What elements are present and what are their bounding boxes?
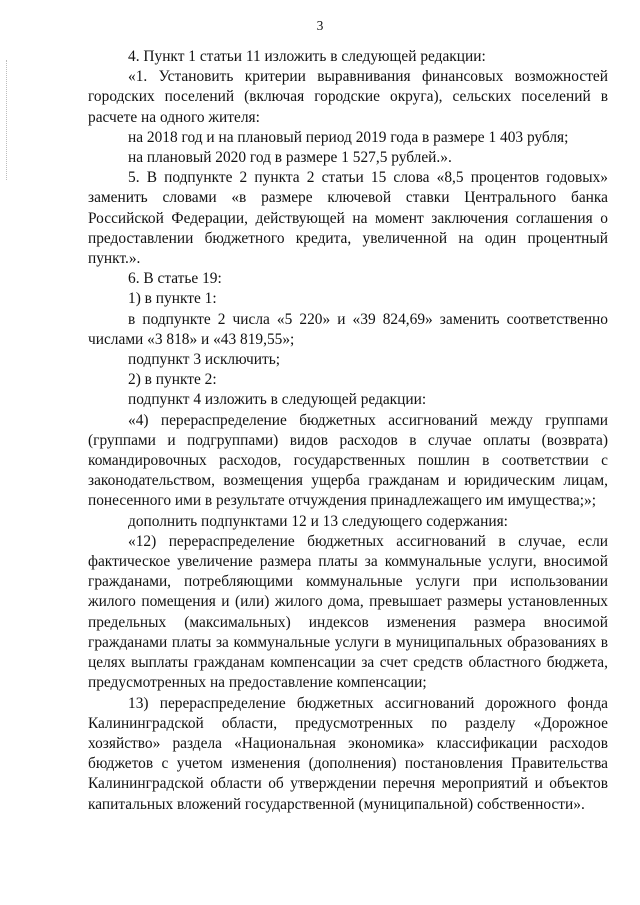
paragraph-criteria: «1. Установить критерии выравнивания финансовых возможностей городских поселений (включая городские округа), сельских поселений в расчете на одного жителя: <box>88 68 608 126</box>
paragraph-subitem-4-intro: подпункт 4 изложить в следующей редакции: <box>128 391 427 409</box>
paragraph-exclude-3: подпункт 3 исключить; <box>128 351 281 369</box>
paragraph-subitem-4: «4) перераспределение бюджетных ассигнований между группами (группами и подгруппами) видов расходов в случае оплаты (возврата) командировочных расходов, государственных пошлин в соответствии с законодательством, возмещения ущерба гражданам и юридическим лицам, понесенного ими в результате отчуждения принадлежащего им имущества;»; <box>88 411 608 510</box>
paragraph-point-1: 1) в пункте 1: <box>128 290 217 308</box>
page-number: 3 <box>316 18 324 33</box>
paragraph-2018-2019: на 2018 год и на плановый период 2019 года в размере 1 403 рубля; <box>128 128 569 146</box>
paragraph-item-6: 6. В статье 19: <box>128 270 222 288</box>
document-body <box>88 47 608 815</box>
paragraph-item-5: 5. В подпункте 2 пункта 2 статьи 15 слова «8,5 процентов годовых» заменить словами «в размере ключевой ставки Центрального банка Российской Федерации, действующей на момент заключения соглашения о предоставлении бюджетного кредита, увеличенной на один процентный пункт.». <box>88 169 608 268</box>
paragraph-point-2: 2) в пункте 2: <box>128 371 217 389</box>
paragraph-add-12-13: дополнить подпунктами 12 и 13 следующего содержания: <box>128 512 508 530</box>
paragraph-numbers-replace: в подпункте 2 числа «5 220» и «39 824,69» заменить соответственно числами «3 818» и «43 819,55»; <box>88 310 608 348</box>
paragraph-subitem-13: 13) перераспределение бюджетных ассигнований дорожного фонда Калининградской области, предусмотренных по разделу «Дорожное хозяйство» раздела «Национальная экономика» классификации расходов бюджетов с учетом изменения (дополнения) постановления Правительства Калининградской области об утверждении перечня мероприятий и объектов капитальных вложений государственной (муниципальной) собственности». <box>88 694 608 813</box>
paragraph-2020: на плановый 2020 год в размере 1 527,5 рублей.». <box>128 149 452 167</box>
paragraph-item-4: 4. Пункт 1 статьи 11 изложить в следующей редакции: <box>128 48 486 65</box>
paragraph-subitem-12: «12) перераспределение бюджетных ассигнований в случае, если фактическое увеличение размера платы за коммунальные услуги, вносимой гражданами, потребляющими коммунальные услуги при использовании жилого помещения и (или) жилого дома, превышает размеры установленных предельных (максимальных) индексов изменения размера вносимой гражданами платы за коммунальные услуги в муниципальных образованиях в целях выплаты гражданам компенсации за счет средств областного бюджета, предусмотренных на предоставление компенсации; <box>88 532 608 692</box>
scan-margin-mark <box>6 60 8 180</box>
